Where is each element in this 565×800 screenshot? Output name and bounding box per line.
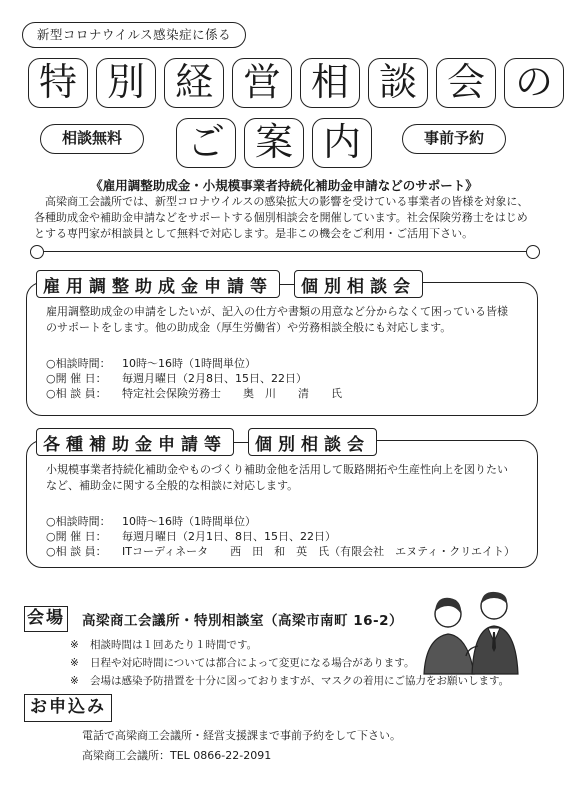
free-consultation-badge: 相談無料 xyxy=(40,124,144,154)
section2-title-right: 個別相談会 xyxy=(248,428,377,456)
section1-title-right: 個別相談会 xyxy=(294,270,423,298)
info-row-date: ○開 催 日： 毎週月曜日（2月1日、8日、15日、22日） xyxy=(46,530,336,543)
title-char: の xyxy=(504,58,564,108)
title-char: 相 xyxy=(300,58,360,108)
section2-info xyxy=(46,514,515,559)
apply-line-1: 電話で高梁商工会議所・経営支援課まで事前予約をして下さい。 xyxy=(82,729,401,742)
section1-description: 雇用調整助成金の申請をしたいが、記入の仕方や書類の用意など分からなくて困っている皆様のサポートをします。他の助成金（厚生労働省）や労務相談全般にも対応します。 xyxy=(46,305,508,334)
intro-paragraph: 高梁商工会議所では、新型コロナウイルスの感染拡大の影響を受けている事業者の皆様を対象に、各種助成金や補助金申請などをサポートする個別相談会を開催しています。社会保険労務士をはじめとする専門家が相談員として無料で対応します。是非この機会をご利用・ご活用下さい。 xyxy=(34,195,529,240)
section2-description: 小規模事業者持続化補助金やものづくり補助金他を活用して販路開拓や生産性向上を図りたいなど、補助金に関する全般的な相談に対応します。 xyxy=(46,463,508,492)
section1-title-left: 雇用調整助成金申請等 xyxy=(36,270,280,298)
venue-label: 会場 xyxy=(24,606,68,632)
title-char: 会 xyxy=(436,58,496,108)
subtitle-char: 内 xyxy=(312,118,372,168)
reservation-badge: 事前予約 xyxy=(402,124,506,154)
divider-ring-right xyxy=(526,245,540,259)
page-subtitle xyxy=(176,118,372,168)
section1-info xyxy=(46,356,342,401)
venue-notes xyxy=(70,636,509,690)
top-badge: 新型コロナウイルス感染症に係る xyxy=(22,22,246,48)
title-char: 経 xyxy=(164,58,224,108)
info-row-time: ○相談時間： 10時～16時（1時間単位） xyxy=(46,357,256,370)
subtitle-char: 案 xyxy=(244,118,304,168)
section1-header xyxy=(36,270,423,298)
info-row-time: ○相談時間： 10時～16時（1時間単位） xyxy=(46,515,256,528)
title-char: 特 xyxy=(28,58,88,108)
subtitle-char: ご xyxy=(176,118,236,168)
divider-ring-left xyxy=(30,245,44,259)
section2-header xyxy=(36,428,377,456)
title-char: 営 xyxy=(232,58,292,108)
title-char: 別 xyxy=(96,58,156,108)
note-item: ※ 会場は感染予防措置を十分に図っておりますが、マスクの着用にご協力をお願いします。 xyxy=(70,675,510,687)
apply-label: お申込み xyxy=(24,694,112,722)
title-char: 談 xyxy=(368,58,428,108)
support-line: 《雇用調整助成金・小規模事業者持続化補助金申請などのサポート》 xyxy=(90,178,478,193)
venue-address: 高梁商工会議所・特別相談室（高梁市南町 16-2） xyxy=(82,613,403,629)
note-item: ※ 相談時間は１回あたり１時間です。 xyxy=(70,639,258,651)
info-row-date: ○開 催 日： 毎週月曜日（2月8日、15日、22日） xyxy=(46,372,307,385)
apply-instructions xyxy=(82,726,401,766)
info-row-advisor: ○相 談 員： ITコーディネータ 西 田 和 英 氏（有限会社 エヌティ・クリエイト） xyxy=(46,545,515,558)
divider xyxy=(30,245,540,259)
section2-title-left: 各種補助金申請等 xyxy=(36,428,234,456)
info-row-advisor: ○相 談 員： 特定社会保険労務士 奥 川 清 氏 xyxy=(46,387,342,400)
note-item: ※ 日程や対応時間については都合によって変更になる場合があります。 xyxy=(70,657,415,669)
page-title xyxy=(28,58,564,108)
apply-phone[interactable]: 高梁商工会議所：TEL 0866-22-2091 xyxy=(82,749,272,762)
